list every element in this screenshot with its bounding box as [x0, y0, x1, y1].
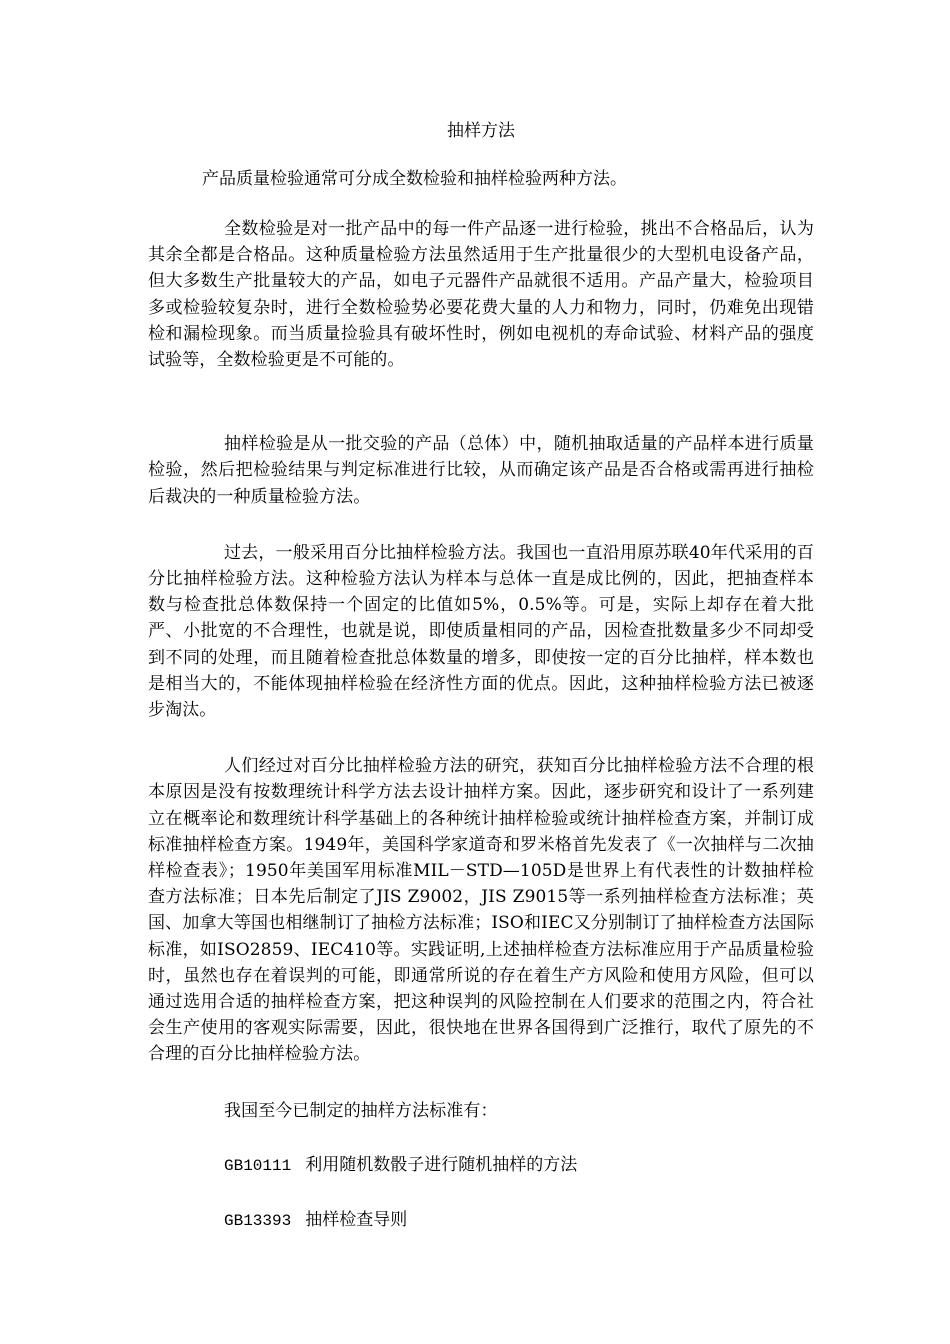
standard-item	[148, 1152, 814, 1179]
intro-paragraph: 产品质量检验通常可分成全数检验和抽样检验两种方法。	[202, 169, 627, 189]
standard-code: GB13393	[224, 1211, 292, 1230]
paragraph-sampling-inspection: 抽样检验是从一批交验的产品（总体）中，随机抽取适量的产品样本进行质量检验，然后把检验结果与判定标准进行比较，从而确定该产品是否合格或需再进行抽检后裁决的一种质量检验方法。	[148, 434, 814, 507]
paragraph-full-inspection: 全数检验是对一批产品中的每一件产品逐一进行检验，挑出不合格品后，认为其余全都是合格品。这种质量检验方法虽然适用于生产批量很少的大型机电设备产品，但大多数生产批量较大的产品，如电子元器件产品就很不适用。产品产量大，检验项目多或检验较复杂时，进行全数检验势必要花费大量的人力和物力，同时，仍难免出现错检和漏检现象。而当质量捡验具有破坏性时，例如电视机的寿命试验、材料产品的强度试验等，全数检验更是不可能的。	[148, 219, 814, 371]
standard-code: GB10111	[224, 1156, 292, 1175]
document-page	[148, 118, 814, 1234]
standard-item	[148, 1207, 814, 1234]
standard-name: 抽样检查导则	[305, 1209, 408, 1230]
paragraph-standards-intro: 我国至今已制定的抽样方法标准有：	[224, 1100, 498, 1121]
paragraph-percentage-method: 过去，一般采用百分比抽样检验方法。我国也一直沿用原苏联40年代采用的百分比抽样检验方法。这种检验方法认为样本与总体一直是成比例的，因此，把抽查样本数与检查批总体数保持一个固定的比值如5%，0.5%等。可是，实际上却存在着大批严、小批宽的不合理性，也就是说，即使质量相同的产品，因检查批数量多少不同却受到不同的处理，而且随着检查批总体数量的增多，即使按一定的百分比抽样，样本数也是相当大的，不能体现抽样检验在经济性方面的优点。因此，这种抽样检验方法已被逐步淘汰。	[148, 542, 814, 721]
paragraph-statistical-method: 人们经过对百分比抽样检验方法的研究，获知百分比抽样检验方法不合理的根本原因是没有按数理统计科学方法去设计抽样方案。因此，逐步研究和设计了一系列建立在概率论和数理统计科学基础上的各种统计抽样检验或统计抽样检查方案，并制订成标准抽样检查方案。1949年，美国科学家道奇和罗米格首先发表了《一次抽样与二次抽样检查表》；1950年美国军用标准MIL－STD—105D是世界上有代表性的计数抽样检查方法标准；日本先后制定了JIS Z9002，JIS Z9015等一系列抽样检查方法标准；英国、加拿大等国也相继制订了抽检方法标准；ISO和IEC又分别制订了抽样检查方法国际标准，如ISO2859、IEC410等。实践证明,上述抽样检查方法标准应用于产品质量检验时，虽然也存在着误判的可能，即通常所说的存在着生产方风险和使用方风险，但可以通过选用合适的抽样检查方案，把这种误判的风险控制在人们要求的范围之内，符合社会生产使用的客观实际需要，因此，很快地在世界各国得到广泛推行，取代了原先的不合理的百分比抽样检验方法。	[148, 756, 814, 1065]
standard-name: 利用随机数骰子进行随机抽样的方法	[305, 1154, 578, 1175]
document-title: 抽样方法	[447, 121, 515, 141]
